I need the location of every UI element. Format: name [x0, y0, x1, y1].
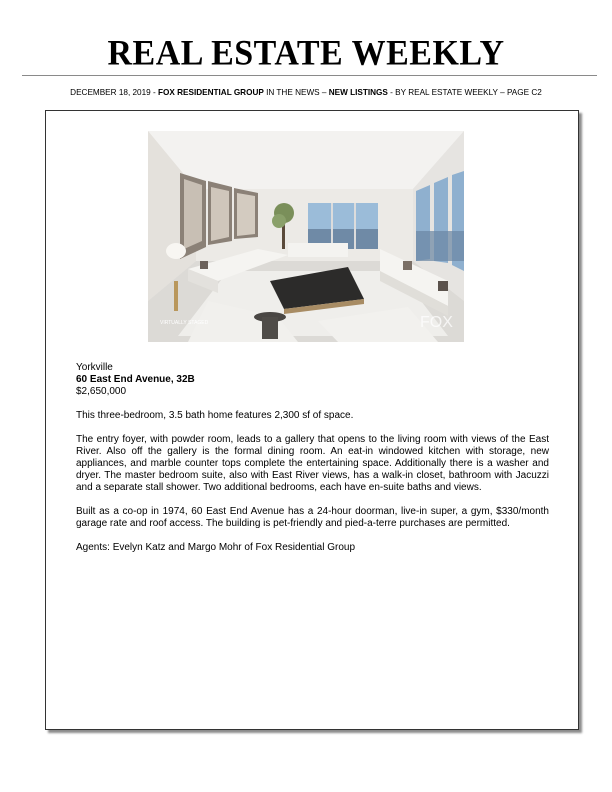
paragraph-agents: Agents: Evelyn Katz and Margo Mohr of Fox Residential Group — [76, 542, 356, 553]
dateline-sep: - — [150, 88, 158, 97]
photo-credit: VIRTUALLY STAGED — [160, 320, 209, 326]
dateline-date: DECEMBER 18, 2019 — [70, 88, 151, 97]
price: $2,650,000 — [76, 386, 127, 397]
masthead-rule — [22, 75, 597, 76]
neighborhood: Yorkville — [76, 362, 113, 373]
dateline-mid: IN THE NEWS – — [263, 88, 329, 97]
address: 60 East End Avenue, 32B — [76, 374, 195, 385]
photo-watermark: FOX — [420, 314, 453, 331]
dateline-tail: - BY REAL ESTATE WEEKLY – PAGE C2 — [387, 88, 542, 97]
paragraph-building: Built as a co-op in 1974, 60 East End Avenue has a 24-hour doorman, live-in super, a gym, $330/month garage rate and roof access. The building is pet-friendly and pied-a-terre purchases are permitted. — [76, 506, 549, 529]
paragraph-description: The entry foyer, with powder room, leads to a gallery that opens to the living room with views of the East River. Also off the gallery is the formal dining room. An eat-in windowed kitchen with storage, new appliances, and marble counter tops complete the entertaining space. Additionally there is a washer and dryer. The master bedroom suite, also with East River views, has a walk-in closet, bathroom with Jacuzzi and a separate stall shower. Two additional bedrooms, each have en-suite baths and views. — [76, 434, 549, 493]
article-body — [76, 362, 549, 566]
paragraph-summary: This three-bedroom, 3.5 bath home features 2,300 sf of space. — [76, 410, 354, 421]
masthead-title: REAL ESTATE WEEKLY — [107, 34, 505, 73]
dateline — [0, 88, 612, 98]
dateline-section: NEW LISTINGS — [328, 88, 388, 97]
listing-photo — [148, 131, 464, 342]
dateline-company: FOX RESIDENTIAL GROUP — [158, 88, 264, 97]
